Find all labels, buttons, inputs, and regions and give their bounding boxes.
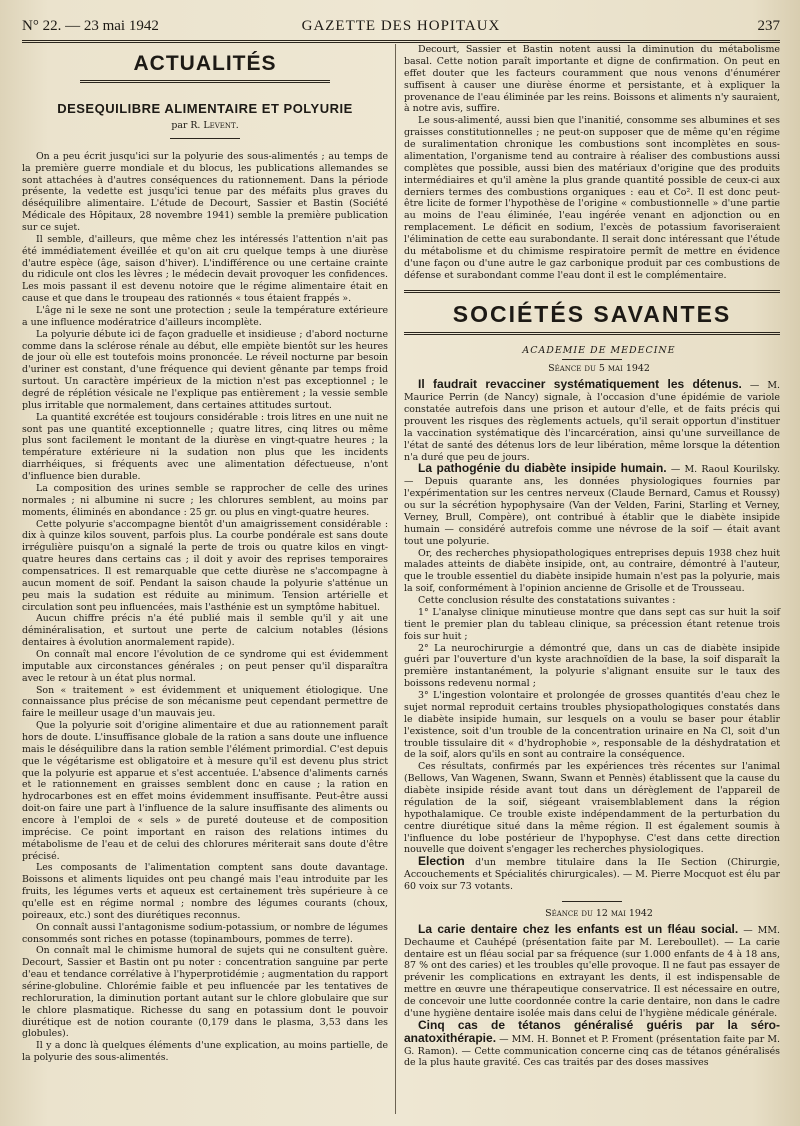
- section-title-societes: SOCIÉTÉS SAVANTES: [452, 300, 732, 327]
- page-number: 237: [757, 18, 780, 34]
- paragraph: 3° L'ingestion volontaire et prolongée de grosses quantités d'eau chez le sujet normal reproduit certains troubles physiopathologiques constatés dans le diabète insipide humain, sur lesquels on a voulu se baser pour établir l'existence, soit d'un trouble de la concentration urinaire en Na Cl, soit d'un trouble tissulaire dit « d'hydrophobie », responsable de la déshydratation et de la soif, alors qu'ils en sont au contraire la conséquence.: [404, 690, 780, 761]
- academy-heading: ACADEMIE DE MEDECINE: [522, 344, 676, 356]
- communication-item: [404, 463, 780, 547]
- communication-text: — MM. H. Bonnet et P. Froment (présentation faite par M. G. Ramon). — Cette communication concerne cinq cas de tétanos généralisés de la plus haute gravité. Ces cas traités par des doses massives: [404, 1033, 780, 1069]
- page-header: [22, 18, 780, 43]
- left-column: [22, 44, 388, 1064]
- paragraph: Or, des recherches physiopathologiques entreprises depuis 1938 chez huit malades atteints de diabète insipide, ont, au contraire, démontré à l'auteur, que le trouble essentiel du diabète insipide humain n'est pas la polyurie, mais la soif, conformément à l'opinion ancienne de Grisolle et de Trousseau.: [404, 547, 780, 595]
- communication-text: — MM. Dechaume et Cauhépé (présentation faite par M. Lereboullet). — La carie dentaire est un fléau social par sa fréquence (sur 1.000 enfants de 4 à 18 ans, 87 % ont des caries) et les troubles qu'elle provoque. Il ne faut pas essayer de prévenir les complications en extrayant les dents, il est indispensable de mettre en œuvre une thérapeutique conservatrice. Il est nécessaire en outre, de concevoir une lutte coordonnée contre la carie dentaire, non dans le cadre d'une hygiène dentaire isolée mais dans celui de l'hygiène médicale générale.: [404, 924, 781, 1019]
- seance-1-continuation: [404, 548, 780, 857]
- paragraph: L'âge ni le sexe ne sont une protection ; seule la température extérieure a une influence modératrice d'ailleurs incomplète.: [22, 305, 388, 328]
- paragraph: Aucun chiffre précis n'a été publié mais il semble qu'il y ait une déminéralisation, et surtout une perte de calcium notables (lésions dentaires à évolution anormalement rapide).: [22, 613, 388, 649]
- seance-rule: [562, 901, 622, 902]
- communication-text: — M. Raoul Kourilsky. — Depuis quarante ans, les données physiologiques fournies par l'expérimentation sur les centres nerveux (Claude Bernard, Camus et Roussy) ou sur la sécrétion hypophysaire (Van der Velden, Farini, Starling et Verney, Verney, Brull, Compère), ont contribué à établir que le diabète insipide humain — considéré autrefois comme une névrose de la soif — était avant tout une polyurie.: [404, 464, 780, 547]
- communication-heading: Il faudrait revacciner systématiquement les détenus.: [418, 377, 742, 392]
- paragraph: Il y a donc là quelques éléments d'une explication, au moins partielle, de la polyurie des sous-alimentés.: [22, 1040, 388, 1064]
- byline-author: R. Levent.: [190, 120, 239, 131]
- election-item: [404, 856, 780, 893]
- communication-heading: La pathogénie du diabète insipide humain.: [418, 461, 667, 476]
- paragraph: On connaît mal le chimisme humoral de sujets qui ne consultent guère. Decourt, Sassier et Bastin ont pu noter : concentration sanguine par perte d'eau et tendance corrélative à l'hyperprotidémie ; augmentation du rapport sérine-globuline. Chlorémie faible et peu influencée par les tentatives de rechloruration, la diminution portant autant sur le chlore globulaire que sur le chlore plasmatique. Richesse du sang en potassium dont le pouvoir diurétique est de notion courante (0,179 dans le plasma, 3,53 dans les globules).: [22, 945, 388, 1040]
- paragraph: Le sous-alimenté, aussi bien que l'inanitié, consomme ses albumines et ses graisses constitutionnelles ; ne peut-on supposer que de même qu'en régime de suralimentation chronique les combustions sont incomplètes en sous-alimentation, l'organisme tend au contraire à réaliser des combustions aussi complètes que possible, aussi bien des matériaux d'origine que des produits intermédiaires et qu'il amène la plus grande quantité possible de ceux-ci aux derniers termes des combustions organiques : eau et Co². Il est donc peut-être licite de former l'hypothèse de l'origine « combustionnelle » d'une partie au moins de l'eau éliminée, l'eau ingérée venant en adjonction ou en remplacement. Le déficit en sodium, l'excès de potassium favoriseraient l'élimination de cette eau surabondante. Il serait donc intéressant que l'étude du métabolisme et du chimisme respiratoire permît de mettre en évidence d'une façon ou d'une autre le gaz carbonique produit par ces combustions de défense et surabondant comme l'eau dont il est le complémentaire.: [404, 115, 780, 281]
- seance-heading-2: Séance du 12 mai 1942: [545, 907, 653, 919]
- section-title-actualites: ACTUALITÉS: [133, 52, 277, 75]
- paragraph: On connaît aussi l'antagonisme sodium-potassium, or nombre de légumes consommés sont riches en potasse (topinambours, pommes de terre).: [22, 921, 388, 945]
- paragraph: Les composants de l'alimentation comptent sans doute davantage. Boissons et aliments liquides ont peu changé mais l'eau introduite par les fruits, les légumes verts et aqueux est certainement très supérieure à ce qu'elle est en régime normal ; nombre des légumes courants (choux, poireaux, etc.) sont des diurétiques reconnus.: [22, 862, 388, 921]
- seance-2-items: [404, 921, 781, 1070]
- paragraph: Ces résultats, confirmés par les expériences très récentes sur l'animal (Bellows, Van Wagenen, Swann, Swann et Pennès) établissent que la cause du diabète insipide réside avant tout dans un dérèglement de l'appareil de régulation de la soif, siégeant vraisemblablement dans la région hypothalamique. Ce trouble existe indépendamment de la perturbation du centre diurétique situé dans la même région. Il est également soumis à l'influence du lobe postérieur de l'hypophyse. C'est dans cette direction nouvelle que doivent s'engager les recherches physiologiques.: [404, 761, 780, 856]
- communication-item: [404, 379, 780, 463]
- article-continuation: [404, 44, 780, 282]
- paragraph: Cette conclusion résulte des constatations suivantes :: [418, 595, 676, 606]
- paragraph: 1° L'analyse clinique minutieuse montre que dans sept cas sur huit la soif tient le premier plan du tableau clinique, sa précession étant retenue trois fois sur huit ;: [404, 606, 780, 642]
- article-title: DESEQUILIBRE ALIMENTAIRE ET POLYURIE: [57, 101, 353, 116]
- paragraph: On a peu écrit jusqu'ici sur la polyurie des sous-alimentés ; au temps de la première guerre mondiale et du blocus, les publications allemandes se sont attachées à d'autres conséquences du rationnement. Dans la période présente, la vedette est jusqu'ici tenue par des méfaits plus graves du déséquilibre alimentaire. L'étude de Decourt, Sassier et Bastin (Société Médicale des Hôpitaux, 28 novembre 1941) semble la première publication sur ce sujet.: [22, 150, 388, 234]
- byline-prefix: par: [171, 120, 188, 131]
- journal-title: GAZETTE DES HOPITAUX: [301, 18, 501, 34]
- paragraph: Decourt, Sassier et Bastin notent aussi la diminution du métabolisme basal. Cette notion paraît importante et digne de confirmation. On peut en effet douter que les facteurs couramment que nous venons d'énumérer suffisent à causer une diurèse énorme et persistante, et à expliquer la provenance de l'eau éliminée par les reins. Boissons et aliments n'y sauraient, à notre avis, suffire.: [404, 44, 780, 115]
- communication-heading: Cinq cas de tétanos généralisé guéris par la séro-anatoxithérapie.: [404, 1017, 780, 1045]
- paragraph: Son « traitement » est évidemment et uniquement étiologique. Une connaissance plus précise de son mécanisme peut cependant permettre de faire le meilleur usage d'un mauvais jeu.: [22, 684, 388, 720]
- paragraph: Cette polyurie s'accompagne bientôt d'un amaigrissement considérable : dix à quinze kilos souvent, parfois plus. La courbe pondérale est sans doute irrégulière puisqu'on a signalé la perte de trois ou quatre kilos en vingt-quatre heures dans certains cas ; il doit y avoir des reprises temporaires compensatrices. Il est remarquable que cette diurèse ne s'accompagne à aucun moment de soif. Pendant la saison chaude la polyurie s'atténue un peu mais la sudation est réduite au minimum. Tension artérielle et circulation sont peu influencées, mais l'asthénie est un symptôme habituel.: [22, 518, 388, 613]
- communication-heading: La carie dentaire chez les enfants est un fléau social.: [418, 921, 739, 936]
- paragraph: Que la polyurie soit d'origine alimentaire et due au rationnement paraît hors de doute. L'insuffisance globale de la ration a sans doute une influence mais le déséquilibre dans la ration semble l'élément primordial. C'est depuis que le végétarisme est obligatoire et à mesure qu'il est devenu plus strict que la polyurie est apparue et s'est accentuée. L'absence d'aliments carnés et le rationnement en graisses semblent donc en cause ; la ration en hydrocarbones est en effet moins évidemment insuffisante. Peut-être aussi doit-on faire une part à l'influence de la salure insuffisante des aliments ou encore à l'emploi de « sels » de pureté douteuse et de composition imprécise. Ce point important en raison des relations intimes du métabolisme de l'eau et de celui des chlorures mériterait sans doute d'être précisé.: [22, 720, 388, 862]
- seance-heading-1: Séance du 5 mai 1942: [548, 363, 650, 375]
- paragraph: La polyurie débute ici de façon graduelle et insidieuse ; d'abord nocturne comme dans la sclérose rénale au début, elle empiète bientôt sur les heures de jour où elle est toutefois moins prononcée. Le réveil nocturne par besoin d'uriner est constant, d'une fréquence qui devient gênante par temps froid surtout. Un caractère impérieux de la miction n'est pas exceptionnel ; le degré de réplétion vésicale ne l'explique pas entièrement ; la vessie semble plus irritable que normalement, dans certaines attitudes surtout.: [22, 328, 388, 411]
- seance-1-items: [404, 379, 780, 547]
- paragraph: On connaît mal encore l'évolution de ce syndrome qui est évidemment imputable aux circonstances générales ; on peut penser qu'il disparaîtra avec le retour à un état plus normal.: [22, 648, 388, 684]
- academy-rule: [562, 359, 622, 360]
- paragraph: 2° La neurochirurgie a démontré que, dans un cas de diabète insipide guéri par l'ouverture d'un kyste arachnoïdien de la base, la soif disparaît la première instantanément, la polyurie s'alignant ensuite sur le taux des boissons redevenu normal ;: [404, 642, 780, 690]
- paragraph: La quantité excrétée est toujours considérable : trois litres en une nuit ne sont pas une quantité exceptionnelle ; quatre litres, cinq litres ou même plus sont facilement le montant de la diurèse en vingt-quatre heures ; la température extérieure ni la sudation non plus que les incidents diarrhéiques, si fréquents avec une alimentation défectueuse, n'ont d'influence bien durable.: [22, 411, 388, 483]
- communication-item: [404, 921, 781, 1020]
- communication-item: [404, 1017, 780, 1070]
- communication-text: — M. Maurice Perrin (de Nancy) signale, à l'occasion d'une épidémie de variole constatée autrefois dans une prison et autour d'elle, et de faits précis qui prouvent les risques des règlements actuels, qu'il serait opportun d'instituer la vaccination systématique dès l'incarcération, ainsi qu'une surveillance de l'état de santé des détenus lors de leur libération, même lorsque la détention n'a duré que peu de jours.: [404, 380, 780, 463]
- column-divider: [395, 44, 396, 1114]
- byline-rule: [170, 138, 240, 139]
- paragraph: La composition des urines semble se rapprocher de celle des urines normales ; ni albumine ni sucre ; les chlorures semblent, au moins par moments, éliminés en abondance : 25 gr. ou plus en vingt-quatre heures.: [22, 482, 388, 518]
- paragraph: Il semble, d'ailleurs, que même chez les intéressés l'attention n'ait pas été immédiatement éveillée et qu'on ait cru quelque temps à une diurèse d'autre espèce (âge, saison d'hiver). L'indifférence ou une certaine crainte du ridicule ont clos les lèvres ; le médecin devait provoquer les confidences. Les mois passant il est devenu notoire que le régime alimentaire était en cause et que dans le troupeau des rationnés « tous étaient frappés ».: [22, 233, 388, 305]
- issue-number: N° 22. — 23 mai 1942: [22, 18, 159, 34]
- right-column: [404, 44, 780, 1069]
- election-text: d'un membre titulaire dans la IIe Section (Chirurgie, Accouchements et Spécialités chirurgicales). — M. Pierre Mocquot est élu par 60 voix sur 73 votants.: [404, 857, 780, 892]
- article-byline: [22, 120, 388, 132]
- article-body: [22, 151, 388, 1064]
- election-heading: Election: [418, 854, 465, 869]
